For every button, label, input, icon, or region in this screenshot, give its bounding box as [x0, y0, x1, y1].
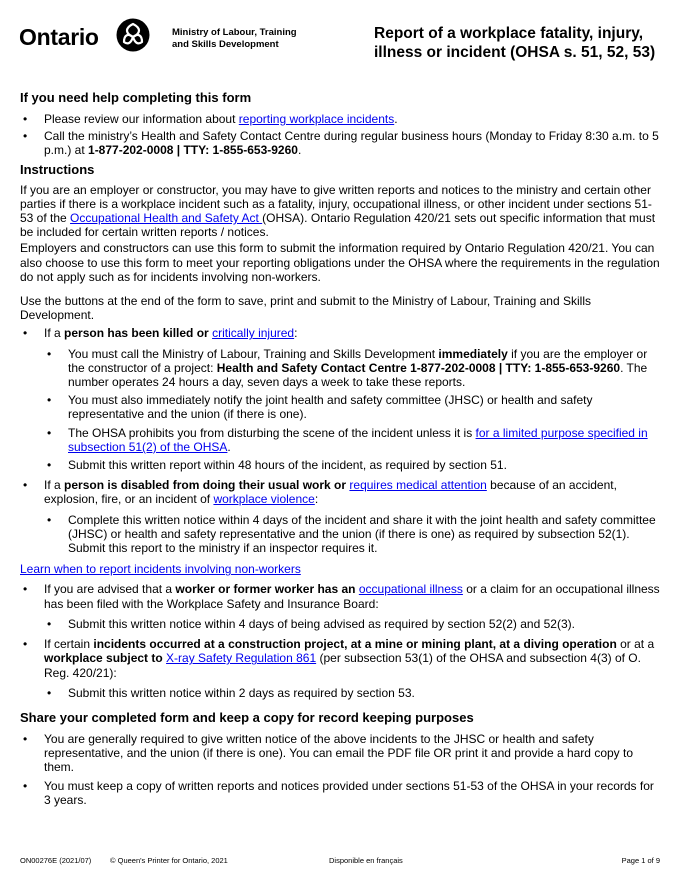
list-item: • Call the ministry’s Health and Safety Contact Centre during regular business hours (Monday to Friday 8:30 a.m. to 5 p.m.) at 1-877-202-0008 | TTY: 1-855-653-9260.	[20, 129, 660, 157]
help-heading: If you need help completing this form	[20, 90, 252, 105]
medical-attention-link[interactable]: requires medical attention	[349, 478, 487, 493]
list-item: • Submit this written notice within 4 days of being advised as required by section 52(2) and 52(3).	[44, 617, 660, 631]
list-item: • Please review our information about reporting workplace incidents.	[20, 112, 660, 126]
workplace-violence-link[interactable]: workplace violence	[213, 492, 315, 507]
help-list	[20, 112, 660, 158]
list-item: • The OHSA prohibits you from disturbing the scene of the incident unless it is for a limited purpose specified in subsection 51(2) of the OHSA.	[44, 426, 660, 454]
list-item: • You must keep a copy of written reports and notices provided under sections 51-53 of the OHSA in your records for 3 years.	[20, 779, 660, 807]
instructions-heading: Instructions	[20, 161, 95, 177]
limited-purpose-link[interactable]: for a limited purpose specified in subsection 51(2) of the OHSA	[68, 425, 648, 454]
list-item: • You must also immediately notify the joint health and safety committee (JHSC) or health and safety representative and the union (if there is one).	[44, 393, 660, 421]
instructions-paragraph: Employers and constructors can use this form to submit the information required by Ontario Regulation 420/21. You can also choose to use this form to meet your reporting obligations under the OHSA where the requirements in the regulation do not apply such as for incidents involving non-workers.	[20, 241, 660, 284]
share-list	[20, 732, 660, 807]
incident-list	[20, 326, 660, 555]
list-item: • Complete this written notice within 4 days of the incident and share it with the joint health and safety committee (JHSC) or health and safety representative and the union (if there is one) as required by subsection 52(1). Submit this report to the ministry if an inspector requires it.	[44, 513, 660, 556]
non-workers-link[interactable]: Learn when to report incidents involving non-workers	[20, 562, 301, 577]
construction-sublist	[44, 686, 660, 700]
list-item: • Submit this written notice within 2 days as required by section 53.	[44, 686, 660, 700]
share-heading: Share your completed form and keep a copy for record keeping purposes	[20, 709, 474, 725]
page-number: Page 1 of 9	[621, 856, 660, 865]
list-item-construction: • If certain incidents occurred at a construction project, at a mine or mining plant, at a diving operation or at a workplace subject to X-ray Safety Regulation 861 (per subsection 53(1) of the OHSA and subsection 4(3) of O. Reg. 420/21): • Submit this written notice within 2 days as required by section 53.	[20, 637, 660, 700]
occupational-illness-link[interactable]: occupational illness	[358, 582, 463, 597]
form-title	[374, 24, 674, 62]
list-item: • You must call the Ministry of Labour, Training and Skills Development immediately if you are the employer or the constructor of a project: Health and Safety Contact Centre 1-877-202-0008 | TTY: 1-855-653-9260. The number operates 24 hours a day, seven days a week to take these reports.	[44, 347, 660, 390]
copyright: © Queen's Printer for Ontario, 2021	[110, 856, 228, 865]
incident-list-2	[20, 582, 660, 699]
french-availability: Disponible en français	[329, 856, 403, 865]
list-item: • You are generally required to give written notice of the above incidents to the JHSC or health and safety representative, and the union (if there is one). You can email the PDF file OR print it and provide a hard copy to them.	[20, 732, 660, 775]
list-item-killed: • If a person has been killed or critically injured: • You must call the Ministry of Labour, Training and Skills Development immediately if you are the employer or the constructor of a project: Health and Safety Contact Centre 1-877-202-0008 | TTY: 1-855-653-9260. The number operates 24 hours a day, seven days a week to take these reports. • You must also immediately notify the joint health and safety committee (JHSC) or health and safety representative and the union (if there is one). • The OHSA prohibits you from disturbing the scene of the incident unless it is for a limited purpose specified in subsection 51(2) of the OHSA. • Submit this written report within 48 hours of the incident, as required by section 51.	[20, 326, 660, 472]
list-item-illness: • If you are advised that a worker or former worker has an occupational illness or a claim for an occupational illness has been filed with the Workplace Safety and Insurance Board: • Submit this written notice within 4 days of being advised as required by section 52(2) and 52(3).	[20, 582, 660, 631]
form-content	[20, 90, 660, 807]
disabled-sublist	[44, 513, 660, 556]
form-number: ON00276E (2021/07)	[20, 856, 92, 865]
ministry-line-1: Ministry of Labour, Training	[172, 27, 297, 38]
critically-injured-link[interactable]: critically injured	[212, 326, 295, 341]
xray-regulation-link[interactable]: X-ray Safety Regulation 861	[166, 651, 317, 666]
ministry-name	[172, 27, 322, 50]
form-title-line-1: Report of a workplace fatality, injury,	[374, 25, 644, 42]
page-header	[0, 0, 681, 80]
instructions-paragraph: If you are an employer or constructor, you may have to give written reports and notices to the ministry and certain other parties if there is a workplace incident such as a fatality, injury, occupational illness, or other incident under sections 51-53 of the Occupational Health and Safety Act (OHSA). Ontario Regulation 420/21 sets out specific information that must be included for certain written reports / notices.	[20, 182, 656, 240]
reporting-incidents-link[interactable]: reporting workplace incidents	[238, 112, 395, 126]
ontario-logo-text: Ontario	[19, 24, 99, 50]
trillium-logo-icon	[116, 18, 150, 52]
killed-sublist	[44, 347, 660, 473]
illness-sublist	[44, 617, 660, 631]
list-item: • Submit this written report within 48 hours of the incident, as required by section 51.	[44, 458, 660, 472]
ohsa-link[interactable]: Occupational Health and Safety Act	[70, 211, 263, 226]
list-item-disabled: • If a person is disabled from doing their usual work or requires medical attention because of an accident, explosion, fire, or an incident of workplace violence: • Complete this written notice within 4 days of the incident and share it with the joint health and safety committee (JHSC) or health and safety representative and the union (if there is one) as required by subsection 52(1). Submit this report to the ministry if an inspector requires it.	[20, 478, 660, 555]
ministry-line-2: and Skills Development	[172, 38, 279, 50]
page-footer	[20, 856, 660, 868]
instructions-paragraph: Use the buttons at the end of the form to save, print and submit to the Ministry of Labour, Training and Skills Development.	[20, 294, 591, 323]
form-title-line-2: illness or incident (OHSA s. 51, 52, 53)	[374, 44, 656, 61]
